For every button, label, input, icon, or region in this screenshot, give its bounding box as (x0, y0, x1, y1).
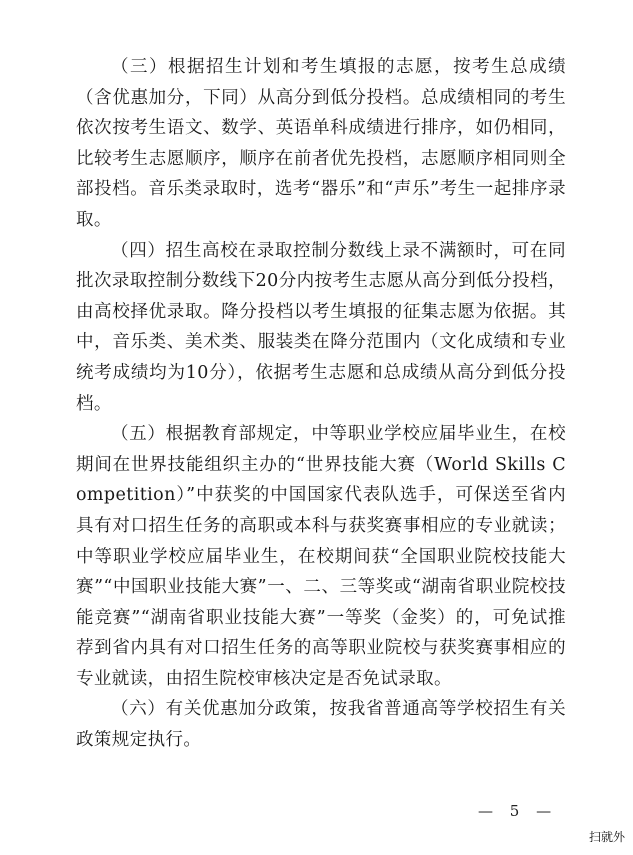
paragraph-6: （六）有关优惠加分政策，按我省普通高等学校招生有关政策规定执行。 (76, 699, 566, 751)
document-body (76, 52, 566, 756)
paragraph-4: （四）招生高校在录取控制分数线上录不满额时，可在同批次录取控制分数线下20分内按考生志愿从高分到低分投档，由高校择优录取。降分投档以考生填报的征集志愿为依据。其中，音乐类、美术类、服装类在降分范围内（文化成绩和专业统考成绩均为10分），依据考生志愿和总成绩从高分到低分投档。 (76, 240, 566, 414)
paragraph-3: （三）根据招生计划和考生填报的志愿，按考生总成绩（含优惠加分，下同）从高分到低分投档。总成绩相同的考生依次按考生语文、数学、英语单科成绩进行排序，如仍相同，比较考生志愿顺序，顺序在前者优先投档，志愿顺序相同则全部投档。音乐类录取时，选考“器乐”和“声乐”考生一起排序录取。 (76, 57, 566, 230)
page-number: — 5 — (478, 802, 558, 820)
paragraph-5: （五）根据教育部规定，中等职业学校应届毕业生，在校期间在世界技能组织主办的“世界技能大赛（World Skills Competition）”中获奖的中国国家代表队选手，可保送至省内具有对口招生任务的高职或本科与获奖赛事相应的专业就读；中等职业学校应届毕业生，在校期间获“全国职业院校技能大赛”“中国职业技能大赛”一、二、三等奖或“湖南省职业院校技能竞赛”“湖南省职业技能大赛”一等奖（金奖）的，可免试推荐到省内具有对口招生任务的高等职业院校与获奖赛事相应的专业就读，由招生院校审核决定是否免试录取。 (76, 424, 566, 689)
scanner-watermark: 扫就外 (589, 830, 626, 844)
